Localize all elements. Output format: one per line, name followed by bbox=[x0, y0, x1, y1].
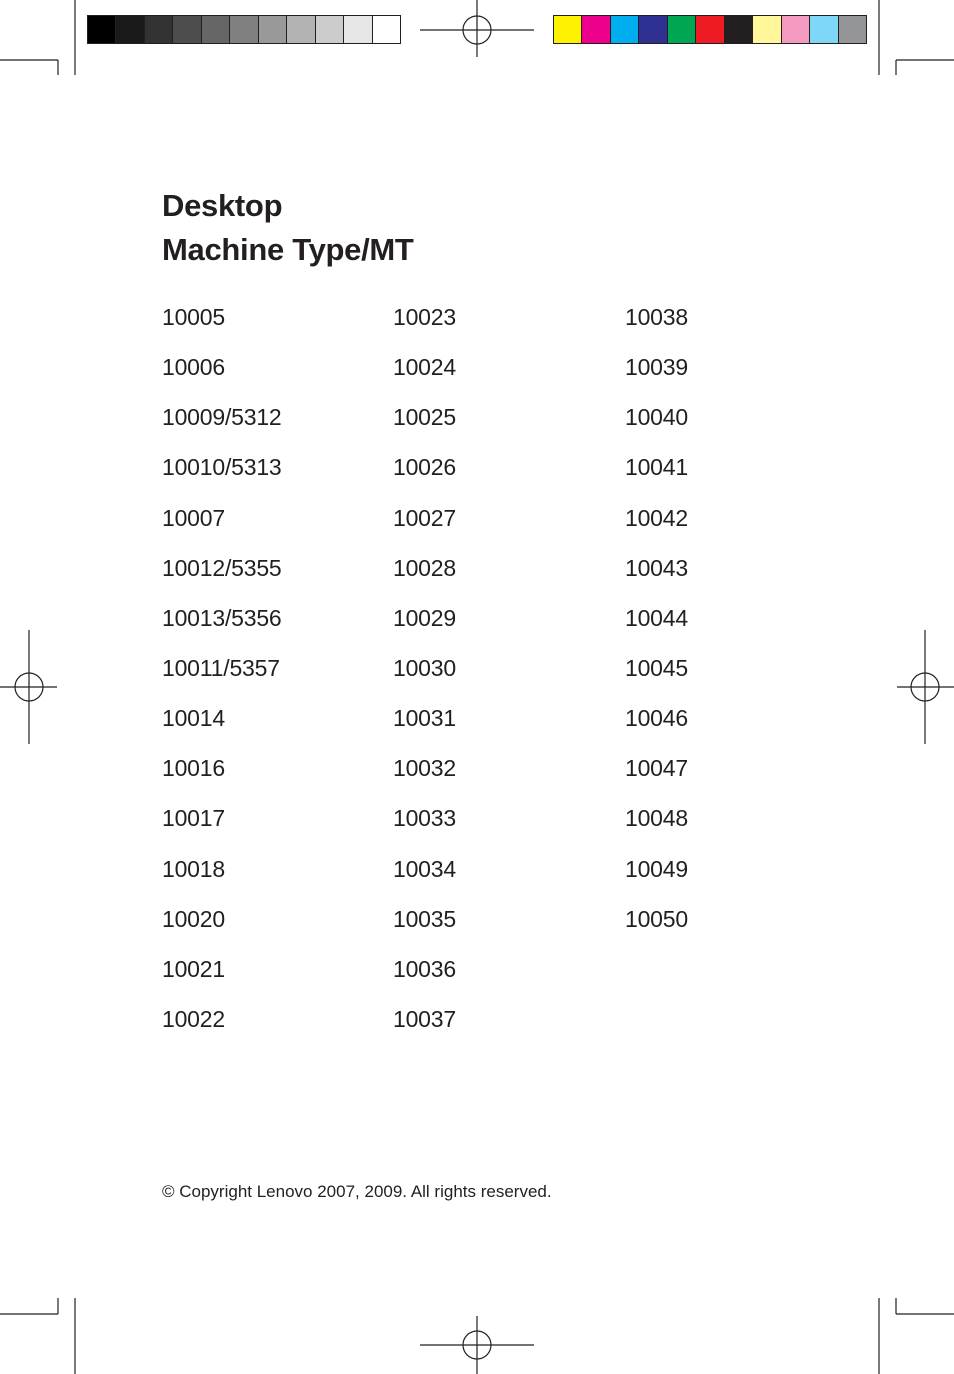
color-swatch bbox=[582, 16, 610, 43]
machine-type-item: 10018 bbox=[162, 855, 225, 882]
machine-type-item: 10014 bbox=[162, 705, 225, 732]
color-swatch bbox=[639, 16, 667, 43]
machine-type-item: 10037 bbox=[393, 1005, 456, 1032]
machine-type-item: 10034 bbox=[393, 855, 456, 882]
machine-type-item: 10025 bbox=[393, 404, 456, 431]
copyright-notice: © Copyright Lenovo 2007, 2009. All rights reserved. bbox=[162, 1182, 552, 1201]
machine-type-item: 10009/5312 bbox=[162, 404, 282, 431]
machine-type-item: 10048 bbox=[625, 805, 688, 832]
crop-mark-bottom-left bbox=[0, 1298, 75, 1374]
machine-type-item: 10017 bbox=[162, 805, 225, 832]
crop-mark-top-left bbox=[0, 0, 75, 75]
gray-swatch bbox=[116, 16, 144, 43]
machine-type-item: 10024 bbox=[393, 354, 456, 381]
gray-swatch bbox=[202, 16, 230, 43]
machine-type-item: 10026 bbox=[393, 454, 456, 481]
machine-type-item: 10029 bbox=[393, 604, 456, 631]
machine-type-item: 10012/5355 bbox=[162, 554, 282, 581]
registration-mark-right bbox=[897, 630, 954, 744]
title-line-machine-type: Machine Type/MT bbox=[162, 232, 414, 267]
machine-type-item: 10045 bbox=[625, 654, 688, 681]
machine-type-item: 10007 bbox=[162, 504, 225, 531]
registration-mark-top bbox=[420, 0, 534, 57]
machine-type-item: 10041 bbox=[625, 454, 688, 481]
machine-type-item: 10046 bbox=[625, 705, 688, 732]
color-swatch bbox=[725, 16, 753, 43]
machine-type-item: 10032 bbox=[393, 755, 456, 782]
color-swatch bbox=[753, 16, 781, 43]
machine-type-item: 10039 bbox=[625, 354, 688, 381]
machine-type-item: 10016 bbox=[162, 755, 225, 782]
color-swatch bbox=[839, 16, 866, 43]
machine-type-item: 10038 bbox=[625, 304, 688, 330]
gray-swatch bbox=[259, 16, 287, 43]
page-title bbox=[162, 184, 414, 272]
machine-type-item: 10042 bbox=[625, 504, 688, 531]
machine-type-item: 10028 bbox=[393, 554, 456, 581]
gray-swatch bbox=[173, 16, 201, 43]
color-swatch bbox=[696, 16, 724, 43]
machine-type-item: 10027 bbox=[393, 504, 456, 531]
machine-type-item: 10040 bbox=[625, 404, 688, 431]
machine-type-item: 10005 bbox=[162, 304, 225, 330]
gray-swatch bbox=[230, 16, 258, 43]
color-swatch bbox=[668, 16, 696, 43]
machine-type-item: 10010/5313 bbox=[162, 454, 282, 481]
machine-type-column-2 bbox=[393, 300, 613, 1052]
color-swatch bbox=[782, 16, 810, 43]
machine-type-item: 10013/5356 bbox=[162, 604, 282, 631]
machine-type-item: 10036 bbox=[393, 955, 456, 982]
machine-type-item: 10049 bbox=[625, 855, 688, 882]
color-swatch bbox=[611, 16, 639, 43]
machine-type-item: 10030 bbox=[393, 654, 456, 681]
gray-swatch bbox=[145, 16, 173, 43]
registration-mark-bottom bbox=[420, 1316, 534, 1374]
machine-type-item: 10050 bbox=[625, 905, 688, 932]
crop-mark-top-right bbox=[879, 0, 954, 75]
machine-type-item: 10044 bbox=[625, 604, 688, 631]
gray-swatch bbox=[88, 16, 116, 43]
machine-type-item: 10047 bbox=[625, 755, 688, 782]
color-swatch bbox=[810, 16, 838, 43]
machine-type-item: 10023 bbox=[393, 304, 456, 330]
grayscale-calibration-bar bbox=[87, 15, 401, 44]
color-calibration-bar bbox=[553, 15, 867, 44]
machine-type-item: 10011/5357 bbox=[162, 654, 280, 681]
machine-type-item: 10035 bbox=[393, 905, 456, 932]
crop-mark-bottom-right bbox=[879, 1298, 954, 1374]
gray-swatch bbox=[316, 16, 344, 43]
machine-type-item: 10020 bbox=[162, 905, 225, 932]
machine-type-column-1 bbox=[162, 300, 382, 1052]
machine-type-item: 10033 bbox=[393, 805, 456, 832]
title-line-desktop: Desktop bbox=[162, 188, 283, 223]
machine-type-item: 10006 bbox=[162, 354, 225, 381]
machine-type-item: 10021 bbox=[162, 955, 225, 982]
machine-type-item: 10043 bbox=[625, 554, 688, 581]
machine-type-column-3 bbox=[625, 300, 845, 952]
gray-swatch bbox=[287, 16, 315, 43]
machine-type-item: 10031 bbox=[393, 705, 456, 732]
color-swatch bbox=[554, 16, 582, 43]
gray-swatch bbox=[373, 16, 400, 43]
registration-mark-left bbox=[0, 630, 57, 744]
machine-type-item: 10022 bbox=[162, 1005, 225, 1032]
gray-swatch bbox=[344, 16, 372, 43]
